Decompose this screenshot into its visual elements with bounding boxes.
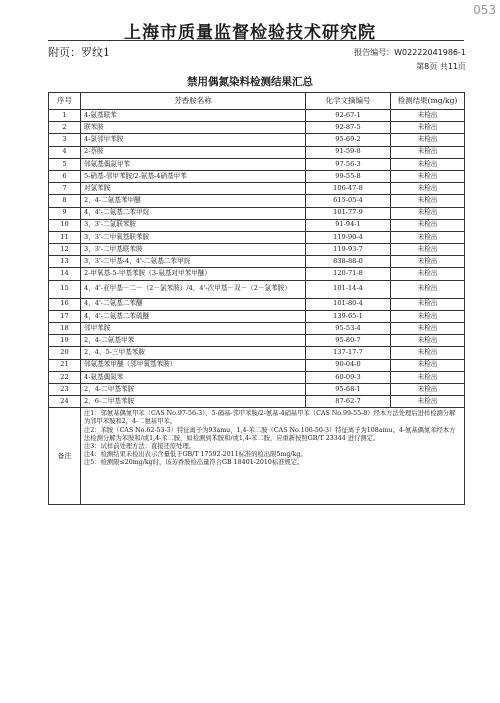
- table-row: [49, 122, 465, 134]
- test-result: 未检出: [391, 122, 465, 134]
- row-number: 19: [49, 335, 81, 347]
- row-number: 10: [49, 219, 81, 231]
- table-row: [49, 383, 465, 395]
- test-result: 未检出: [391, 298, 465, 310]
- amine-name: 3，3'-二甲基-4，4'-二氨基二苯甲烷: [81, 256, 306, 268]
- table-row: [49, 244, 465, 256]
- test-result: 未检出: [391, 244, 465, 256]
- cas-number: 90-04-0: [306, 359, 391, 371]
- cas-number: 92-67-1: [306, 110, 391, 122]
- amine-name: 2，4-二氨基苯甲醚: [81, 195, 306, 207]
- row-number: 20: [49, 347, 81, 359]
- test-result: 未检出: [391, 347, 465, 359]
- table-row: [49, 323, 465, 335]
- cas-number: 137-17-7: [306, 347, 391, 359]
- row-number: 8: [49, 195, 81, 207]
- row-number: 15: [49, 280, 81, 298]
- cas-number: 99-55-8: [306, 170, 391, 182]
- test-result: 未检出: [391, 134, 465, 146]
- cas-number: 101-77-9: [306, 207, 391, 219]
- test-result: 未检出: [391, 323, 465, 335]
- header-divider: [48, 40, 464, 41]
- note-3: 注3：试样前处理方法：直接还原处理。: [84, 443, 196, 450]
- cas-number: 95-69-2: [306, 134, 391, 146]
- report-number: 报告编号：W02222041986-1: [354, 48, 466, 57]
- cas-number: 95-68-1: [306, 383, 391, 395]
- amine-name: 4-氯邻甲苯胺: [81, 134, 306, 146]
- cas-number: 106-47-8: [306, 183, 391, 195]
- amine-name: 4，4'-二氨基二苯醚: [81, 298, 306, 310]
- table-row: [49, 170, 465, 182]
- row-number: 16: [49, 298, 81, 310]
- table-row: [49, 158, 465, 170]
- cas-number: 97-56-3: [306, 158, 391, 170]
- results-table: [48, 92, 465, 505]
- row-number: 17: [49, 310, 81, 322]
- amine-name: 邻氨基偶氮甲苯: [81, 158, 306, 170]
- row-number: 5: [49, 158, 81, 170]
- test-result: 未检出: [391, 110, 465, 122]
- organization-title: 上海市质量监督检验技术研究院: [124, 23, 376, 43]
- table-row: [49, 280, 465, 298]
- test-result: 未检出: [391, 183, 465, 195]
- cas-number: 60-09-3: [306, 371, 391, 383]
- cas-number: 101-80-4: [306, 298, 391, 310]
- row-number: 11: [49, 231, 81, 243]
- table-row: [49, 347, 465, 359]
- table-row: [49, 183, 465, 195]
- table-row: [49, 396, 465, 408]
- amine-name: 2，4，5-三甲基苯胺: [81, 347, 306, 359]
- table-row: [49, 195, 465, 207]
- row-number: 22: [49, 371, 81, 383]
- amine-name: 4，4'-二氨基二苯甲烷: [81, 207, 306, 219]
- cas-number: 91-94-1: [306, 219, 391, 231]
- amine-name: 2-甲氧基-5-甲基苯胺（3-氨基对甲苯甲醚）: [81, 268, 306, 280]
- cas-number: 92-87-5: [306, 122, 391, 134]
- amine-name: 邻甲苯胺: [81, 323, 306, 335]
- table-row: [49, 110, 465, 122]
- cas-number: 119-90-4: [306, 231, 391, 243]
- amine-name: 3，3'-二甲基联苯胺: [81, 244, 306, 256]
- row-number: 13: [49, 256, 81, 268]
- test-result: 未检出: [391, 359, 465, 371]
- cas-number: 95-53-4: [306, 323, 391, 335]
- test-result: 未检出: [391, 268, 465, 280]
- row-number: 14: [49, 268, 81, 280]
- row-number: 2: [49, 122, 81, 134]
- row-number: 4: [49, 146, 81, 158]
- cas-number: 91-59-8: [306, 146, 391, 158]
- report-title: 禁用偶氮染料检测结果汇总: [187, 76, 313, 88]
- amine-name: 邻氨基苯甲醚（邻甲氧基苯胺）: [81, 359, 306, 371]
- test-result: 未检出: [391, 256, 465, 268]
- test-result: 未检出: [391, 396, 465, 408]
- test-result: 未检出: [391, 231, 465, 243]
- table-row: [49, 359, 465, 371]
- amine-name: 对氯苯胺: [81, 183, 306, 195]
- amine-name: 5-硝基-邻甲苯胺/2-氨基-4硝基甲苯: [81, 170, 306, 182]
- test-result: 未检出: [391, 280, 465, 298]
- test-result: 未检出: [391, 207, 465, 219]
- amine-name: 2，4-二甲基苯胺: [81, 383, 306, 395]
- test-result: 未检出: [391, 383, 465, 395]
- test-result: 未检出: [391, 195, 465, 207]
- test-result: 未检出: [391, 170, 465, 182]
- row-number: 12: [49, 244, 81, 256]
- test-result: 未检出: [391, 335, 465, 347]
- col-header-cas: 化学文摘编号: [306, 93, 391, 110]
- cas-number: 95-80-7: [306, 335, 391, 347]
- note-1: 注1：邻氨基偶氮甲苯（CAS No.97-56-3）、5-硝基-邻甲苯胺/2-氨基-4硝基甲苯（CAS No.99-55-8）经本方法处理后进样检测分解为邻甲苯胺和2，4-二氨基甲苯。: [84, 410, 456, 426]
- notes-cell: [81, 408, 465, 505]
- note-5: 注5：检测限≤20mg/kg时，该芳香胺检出量符合GB 18401-2010标准规定。: [84, 459, 304, 467]
- row-number: 1: [49, 110, 81, 122]
- cas-number: 120-71-8: [306, 268, 391, 280]
- cas-number: 119-93-7: [306, 244, 391, 256]
- note-2: 注2：苯胺（CAS No.62-53-3）特征离子为93amu，1,4-苯二胺（CAS No.106-50-3）特征离子为108amu。4-氨基偶氮苯经本方法检测分解为苯胺和/或1,4-苯二胺，如检测到苯胺和/或1,4-苯二胺，应重新按照GB/T 23344 进行测定。: [84, 426, 456, 442]
- table-row: [49, 146, 465, 158]
- amine-name: 3，3'-二氯联苯胺: [81, 219, 306, 231]
- amine-name: 4，4'-二氨基二苯硫醚: [81, 310, 306, 322]
- amine-name: 3，3'-二甲氧基联苯胺: [81, 231, 306, 243]
- amine-name: 4-氨基联苯: [81, 110, 306, 122]
- test-result: 未检出: [391, 310, 465, 322]
- amine-name: 2，6-二甲基苯胺: [81, 396, 306, 408]
- col-header-name: 芳香胺名称: [81, 93, 306, 110]
- test-result: 未检出: [391, 158, 465, 170]
- table-row: [49, 335, 465, 347]
- row-number: 7: [49, 183, 81, 195]
- table-row: [49, 207, 465, 219]
- corner-page-mark: 053: [473, 3, 496, 17]
- table-row: [49, 371, 465, 383]
- attachment-label: 附页：罗纹1: [48, 46, 110, 59]
- table-row: [49, 268, 465, 280]
- note-4: 注4：检测结果未检出表示含量低于GB/T 17592-2011标准的检出限5mg/kg。: [84, 451, 307, 459]
- col-header-result: 检测结果(mg/kg): [391, 93, 465, 110]
- row-number: 23: [49, 383, 81, 395]
- row-number: 18: [49, 323, 81, 335]
- table-header-row: [49, 93, 465, 110]
- amine-name: 2-萘胺: [81, 146, 306, 158]
- test-result: 未检出: [391, 146, 465, 158]
- test-result: 未检出: [391, 371, 465, 383]
- row-number: 9: [49, 207, 81, 219]
- cas-number: 101-14-4: [306, 280, 391, 298]
- table-row: [49, 134, 465, 146]
- cas-number: 139-65-1: [306, 310, 391, 322]
- table-row: [49, 298, 465, 310]
- notes-label: 备注: [49, 408, 81, 505]
- amine-name: 联苯胺: [81, 122, 306, 134]
- cas-number: 615-05-4: [306, 195, 391, 207]
- amine-name: 4-氨基偶氮苯: [81, 371, 306, 383]
- test-result: 未检出: [391, 219, 465, 231]
- table-row: [49, 256, 465, 268]
- amine-name: 4，4'-亚甲基－二－（2－氯苯胺）/4，4'-次甲基－双－（2－氯苯胺）: [81, 280, 306, 298]
- row-number: 6: [49, 170, 81, 182]
- table-body: [49, 110, 465, 408]
- row-number: 24: [49, 396, 81, 408]
- table-row: [49, 310, 465, 322]
- amine-name: 2，4-二氨基甲苯: [81, 335, 306, 347]
- page-number: 第8页 共11页: [416, 62, 466, 71]
- row-number: 3: [49, 134, 81, 146]
- cas-number: 838-88-0: [306, 256, 391, 268]
- cas-number: 87-62-7: [306, 396, 391, 408]
- notes-row: [49, 408, 465, 505]
- row-number: 21: [49, 359, 81, 371]
- col-header-no: 序号: [49, 93, 81, 110]
- table-row: [49, 231, 465, 243]
- table-row: [49, 219, 465, 231]
